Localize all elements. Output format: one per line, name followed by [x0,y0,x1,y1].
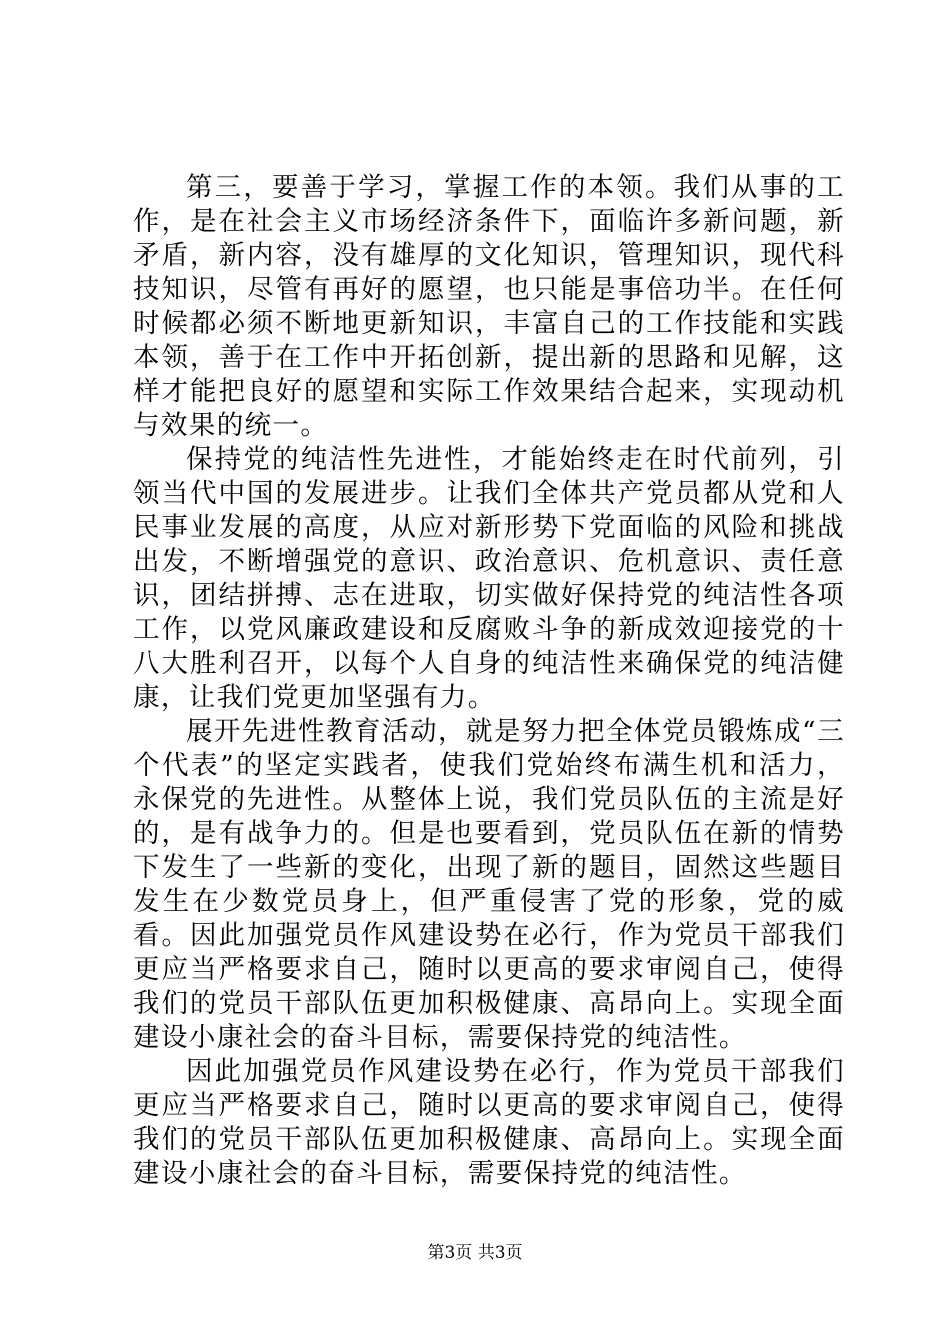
page-footer: 第3页 共3页 [427,1243,523,1263]
paragraph-2: 保持党的纯洁性先进性，才能始终走在时代前列，引领当代中国的发展进步。让我们全体共产党员都从党和人民事业发展的高度，从应对新形势下党面临的风险和挑战出发，不断增强党的意识、政治意识、危机意识、责任意识，团结拼搏、志在进取，切实做好保持党的纯洁性各项工作，以党风廉政建设和反腐败斗争的新成效迎接党的十八大胜利召开，以每个人自身的纯洁性来确保党的纯洁健康，让我们党更加坚强有力。 [133,444,845,713]
paragraph-1: 第三，要善于学习，掌握工作的本领。我们从事的工作，是在社会主义市场经济条件下，面临许多新问题，新矛盾，新内容，没有雄厚的文化知识，管理知识，现代科技知识，尽管有再好的愿望，也只能是事倍功半。在任何时候都必须不断地更新知识，丰富自己的工作技能和实践本领，善于在工作中开拓创新，提出新的思路和见解，这样才能把良好的愿望和实际工作效果结合起来，实现动机与效果的统一。 [133,172,845,441]
document-body [133,171,845,1191]
paragraph-3: 展开先进性教育活动，就是努力把全体党员锻炼成“三个代表”的坚定实践者，使我们党始终布满生机和活力，永保党的先进性。从整体上说，我们党员队伍的主流是好的，是有战争力的。但是也要看到，党员队伍在新的情势下发生了一些新的变化，出现了新的题目，固然这些题目发生在少数党员身上，但严重侵害了党的形象，党的威看。因此加强党员作风建设势在必行，作为党员干部我们更应当严格要求自己，随时以更高的要求审阅自己，使得我们的党员干部队伍更加积极健康、高昂向上。实现全面建设小康社会的奋斗目标，需要保持党的纯洁性。 [133,716,845,1053]
paragraph-4: 因此加强党员作风建设势在必行，作为党员干部我们更应当严格要求自己，随时以更高的要求审阅自己，使得我们的党员干部队伍更加积极健康、高昂向上。实现全面建设小康社会的奋斗目标，需要保持党的纯洁性。 [133,1056,845,1189]
